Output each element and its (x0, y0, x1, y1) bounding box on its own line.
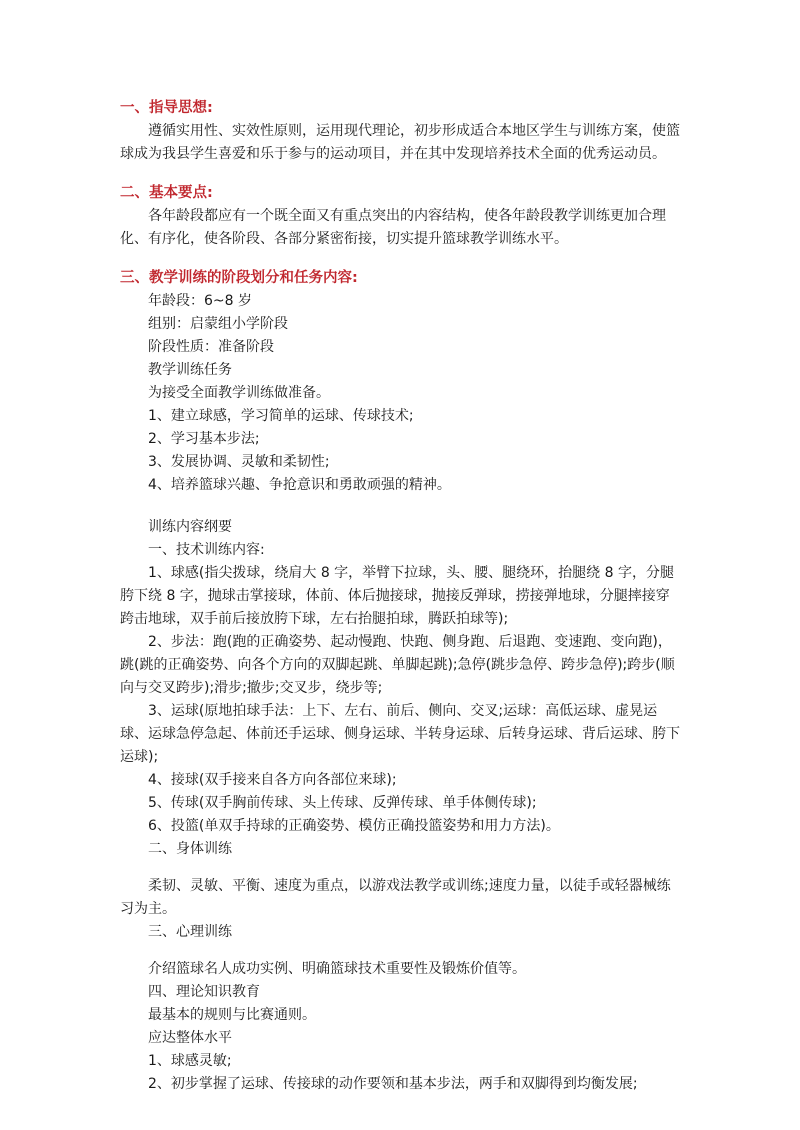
list-item-task: 4、培养篮球兴趣、争抢意识和勇敢顽强的精神。 (148, 477, 451, 493)
text-mind-title: 三、心理训练 (148, 924, 232, 940)
paragraph-key-points: 各年龄段都应有一个既全面又有重点突出的内容结构，使各年龄段教学训练更加合理化、有序化，使各阶段、各部分紧密衔接，切实提升篮球教学训练水平。 (120, 208, 666, 247)
list-item-level: 1、球感灵敏; (148, 1053, 232, 1069)
document-body (120, 97, 680, 1096)
text-task-intro: 为接受全面教学训练做准备。 (148, 385, 330, 401)
text-task-title: 教学训练任务 (148, 362, 232, 378)
list-item-tech: 6、投篮(单双手持球的正确姿势、模仿正确投篮姿势和用力方法)。 (148, 818, 560, 834)
list-item-task: 3、发展协调、灵敏和柔韧性; (148, 454, 330, 470)
list-item-tech: 3、运球(原地拍球手法：上下、左右、前后、侧向、交叉;运球：高低运球、虚晃运球、运球急停急起、体前还手运球、侧身运球、半转身运球、后转身运球、背后运球、胯下运球); (120, 703, 680, 765)
text-group: 组别：启蒙组小学阶段 (148, 316, 288, 332)
list-item-task: 2、学习基本步法; (148, 431, 260, 447)
paragraph-theory: 最基本的规则与比赛通则。 (148, 1007, 316, 1023)
text-stage-nature: 阶段性质：准备阶段 (148, 339, 274, 355)
text-body-title: 二、身体训练 (148, 841, 232, 857)
text-level-title: 应达整体水平 (148, 1030, 232, 1046)
text-outline-title: 训练内容纲要 (148, 519, 232, 535)
text-tech-title: 一、技术训练内容: (148, 542, 265, 558)
section-heading-guiding-thought: 一、指导思想: (120, 100, 213, 116)
text-age-range: 年龄段：6~8 岁 (148, 293, 252, 309)
section-heading-key-points: 二、基本要点: (120, 185, 213, 201)
paragraph-guiding-thought: 遵循实用性、实效性原则，运用现代理论，初步形成适合本地区学生与训练方案，使篮球成为我县学生喜爱和乐于参与的运动项目，并在其中发现培养技术全面的优秀运动员。 (120, 123, 680, 162)
list-item-tech: 5、传球(双手胸前传球、头上传球、反弹传球、单手体侧传球); (148, 795, 537, 811)
list-item-tech: 4、接球(双手接来自各方向各部位来球); (148, 772, 397, 788)
list-item-tech: 2、步法：跑(跑的正确姿势、起动慢跑、快跑、侧身跑、后退跑、变速跑、变向跑)，跳(跳的正确姿势、向各个方向的双脚起跳、单脚起跳);急停(跳步急停、跨步急停);跨步(顺向与交叉跨步);滑步;撤步;交叉步，绕步等; (120, 634, 675, 696)
paragraph-body-training: 柔韧、灵敏、平衡、速度为重点，以游戏法教学或训练;速度力量，以徒手或轻器械练习为主。 (120, 878, 671, 917)
section-heading-stages: 三、教学训练的阶段划分和任务内容: (120, 270, 358, 286)
paragraph-mind-training: 介绍篮球名人成功实例、明确篮球技术重要性及锻炼价值等。 (148, 961, 526, 977)
list-item-tech: 1、球感(指尖拨球，绕肩大 8 字，举臂下拉球，头、腰、腿绕环，抬腿绕 8 字，分腿胯下绕 8 字，抛球击掌接球，体前、体后抛接球，抛接反弹球，捞接弹地球，分腿摔接穿跨击地球，双手前后接放胯下球，左右抬腿拍球，腾跃拍球等); (120, 565, 674, 627)
list-item-level: 2、初步掌握了运球、传接球的动作要领和基本步法，两手和双脚得到均衡发展; (148, 1076, 638, 1092)
text-theory-title: 四、理论知识教育 (148, 984, 260, 1000)
list-item-task: 1、建立球感，学习简单的运球、传球技术; (148, 408, 414, 424)
